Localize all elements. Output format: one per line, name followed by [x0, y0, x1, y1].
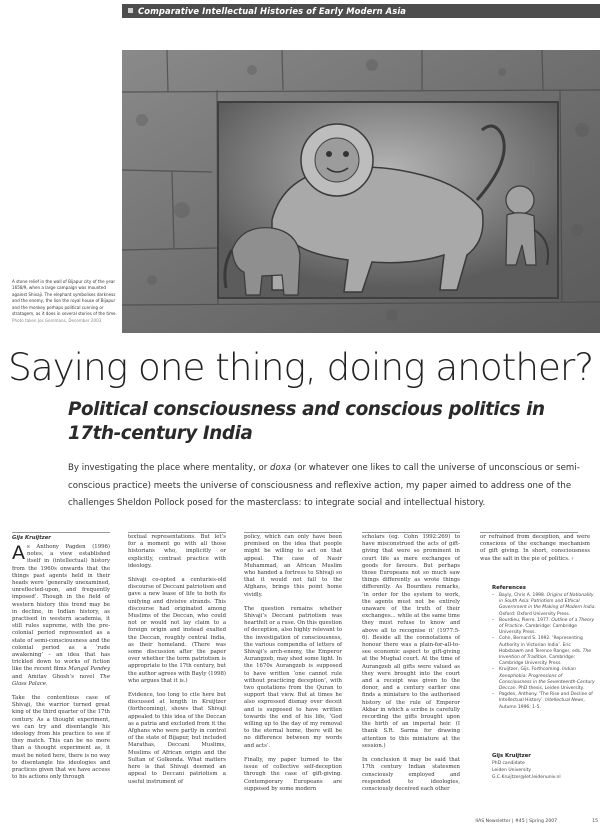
author-signature	[492, 753, 596, 781]
column-rule	[480, 532, 578, 533]
intro-term-doxa: doxa	[270, 463, 292, 473]
caption-text: A stone relief in the wall of Bijapur city of the year 1658/9, when a large campaign was mounted against Shivaji. The elephant symbolises darkness and the enemy, the lion the royal house of Bijapur and the monkey perhaps political cunning or stratagem, as it does in several stories of the time.	[12, 279, 117, 317]
author-byline: Gijs Kruijtzer	[12, 535, 51, 541]
footer-publication: IIAS Newsletter | #45 | Spring 2007	[475, 819, 558, 824]
reference-item: – Bayly, Chris A. 1998. Origins of Nationality in South Asia: Patriotism and Ethical Government in the Making of Modern India. Oxford: Oxford University Press.	[492, 593, 596, 617]
article-intro	[68, 460, 588, 513]
reference-item: – Cohn, Bernard S. 1992. ‘Representing Authority in Victorian India’. Eric Hobsbawm and Terence Ranger, eds. The Invention of Tradition. Cambridge: Cambridge University Press.	[492, 636, 592, 667]
reference-item: – Bourdieu, Pierre. 1977. Outline of a Theory of Practice. Cambridge: Cambridge University Press.	[492, 617, 595, 636]
signature-role: PhD candidate	[492, 761, 525, 766]
section-header	[122, 4, 600, 18]
paragraph: textual representations. But let’s for a moment go with all those historians who, implicitly or explicitly, contrast practice with ideology.	[128, 534, 226, 569]
column-rule	[128, 532, 226, 533]
body-column-1	[12, 534, 110, 789]
paragraph-text: .	[45, 680, 48, 687]
body-column-2	[128, 534, 226, 793]
signature-email[interactable]: G.C.Kruijtzer@let.leidenuniv.nl	[492, 775, 561, 780]
stone-relief-photo	[122, 50, 600, 333]
paragraph: policy, which can only have been premised on the idea that people might be willing to act on that appeal. The case of Nasir Muhammad, an African Muslim who handed a fortress to Shivaji so that it would not fall to the Afghans, brings this point home vividly.	[244, 534, 342, 598]
paragraph: scholars (eg. Cohn 1992:269) to have misconstrued the acts of gift-giving that were so prominent in court life as mere exchanges of goods for favours. But perhaps those Europeans not so much saw things differently as wrote things differently. As Bourdieu remarks, ‘in order for the system to work, the agents must not be entirely unaware of the truth of their exchanges... while at the same time they must refuse to know and above all to recognise it’ (1977:5-6). Beside all the connotations of honour there was a plain-for-all-to-see economic aspect to gift-giving at the Mughal court. At the time of Aurangzeb all gifts were valued as they were brought into the court and a receipt was given to the donor, and a century earlier one finds a miniature to the authorised history of the rule of Emperor Akbar in which a scribe is carefully recording the gifts brought upon the birth of an imperial heir. (I thank S.R. Sarma for drawing attention to this miniature at the session.)	[362, 534, 460, 749]
references-heading: References	[492, 585, 527, 591]
paragraph-text: and Amitav Ghosh’s novel	[12, 673, 100, 680]
paragraph	[480, 534, 590, 563]
column-rule	[244, 532, 342, 533]
intro-text-after: (or whatever one likes to call the universe of unconscious or semi-conscious practice) meets the universe of consciousness and reflexive action, my paper aimed to address one of the challenges Sheldon Pollock posed for the masterclass: to integrate social and intellectual history.	[68, 463, 580, 509]
paragraph: In conclusion it may be said that 17th century Indian statesmen consciously employed and responded to ideologies, consciously deceived each other	[362, 757, 460, 792]
column-rule	[12, 532, 110, 533]
photo-caption	[12, 279, 122, 325]
paragraph	[12, 544, 110, 688]
film-title: Mangal Pandey	[68, 666, 110, 673]
end-of-article-mark: ‹	[571, 555, 574, 562]
paragraph: Shivaji co-opted a centuries-old discourse of Deccani patriotism and gave a new lease of life to both its unifying and divisive strands. This discourse had originated among Muslims of the Deccan, who could not or would not lay claim to a foreign origin and instead exalted the Deccan, roughly central India, as their homeland. (There was some discussion after the paper over whether the term patriotism is appropriate to the 17th century, but the author agrees with Bayly (1998) who argues that it is.)	[128, 577, 226, 684]
novel-title: The Glass Palace	[12, 673, 110, 687]
paragraph-text: or refrained from deception, and were conscious of the exchange mechanism of gift giving. In short, consciousness was the salt in the pie of politics.	[480, 534, 590, 562]
reference-item: – Kruijtzer, Gijs. Forthcoming. Indian Xenophobia: Progressions of Consciousness in the Seventeenth-Century Deccan. PhD thesis, Leiden University.	[492, 667, 595, 692]
references-list	[492, 584, 596, 711]
paragraph: Finally, my paper turned to the issue of collective self-deception through the case of gift-giving. Contemporary Europeans are supposed by some modern	[244, 756, 342, 792]
page-footer	[370, 818, 598, 826]
paragraph: Take the contentious case of Shivaji, the warrior turned great king of the third quarter of the 17th century. As a thought experiment, we can try and disentangle his ideology from his practice to see if they match. This can be no more than a thought experiment as, it must be noted here, there is no way to disentangle his ideologies and practices given that we have access to his actions only through	[12, 695, 110, 781]
page-number: 15	[592, 819, 598, 824]
intro-text-before: By investigating the place where mentality, or	[68, 463, 271, 473]
body-column-5	[480, 534, 590, 570]
reference-item: – Pagden, Anthony. ‘The Rise and Decline of Intellectual History’. Intellectual News, Autumn 1996: 1-5.	[492, 692, 593, 710]
series-title: Comparative Intellectual Histories of Early Modern Asia	[138, 6, 407, 16]
header-square-icon	[128, 8, 133, 13]
column-rule	[362, 532, 460, 533]
body-column-3	[244, 534, 342, 800]
signature-name: Gijs Kruijtzer	[492, 753, 531, 759]
article-subtitle: Political consciousness and conscious politics in 17th-century India	[68, 399, 545, 444]
drop-cap: A	[12, 542, 25, 564]
signature-institution: Leiden University	[492, 768, 532, 773]
paragraph-text: s Anthony Pagden (1996) notes, a view established itself in (intellectual) history from the 1960s onwards that the things past agents held in their heads were ‘generally unexamined, unreflected-upon, and frequently imposed’. Though in the field of western history this trend may be in decline, in Indian history, as practised in western academia, it still rules supreme, with the pre-colonial period represented as a state of semi-consciousness and the colonial period as a ‘rude awakening’ – an idea that has trickled down to works of fiction like the recent films	[12, 544, 110, 673]
photo-credit: Photo taken Jos Gommans, December 2003	[12, 318, 102, 324]
article-title: Saying one thing, doing another?	[8, 345, 593, 389]
paragraph: The question remains whether Shivaji’s Deccani patriotism was heartfelt or a ruse. On this question of deception, also highly relevant to the investigation of consciousness, the various compendia of letters of Shivaji’s arch-enemy, the Emperor Aurangzeb, may shed some light. In the 1670s Aurangzeb is supposed to have written ‘one cannot rule without practicing deception’, with two quotations from the Quran to support that view. But at times he also expressed dismay over deceit and is supposed to have written towards the end of his life, ‘God willing up to the day of my removal to the eternal home, there will be no difference between my words and acts’.	[244, 605, 342, 749]
paragraph: Evidence, too long to cite here but discussed at length in Kruijtzer (forthcoming), shows that Shivaji appealed to this idea of the Deccan as a patria and excluded from it the Afghans who were partly in control of the state of Bijapur, but included Marathas, Deccani Muslims, Muslims of African origin and the Sultan of Golkonda. What matters here is that Shivaji deemed an appeal to Deccani patriotism a useful instrument of	[128, 692, 226, 785]
body-column-4	[362, 534, 460, 800]
